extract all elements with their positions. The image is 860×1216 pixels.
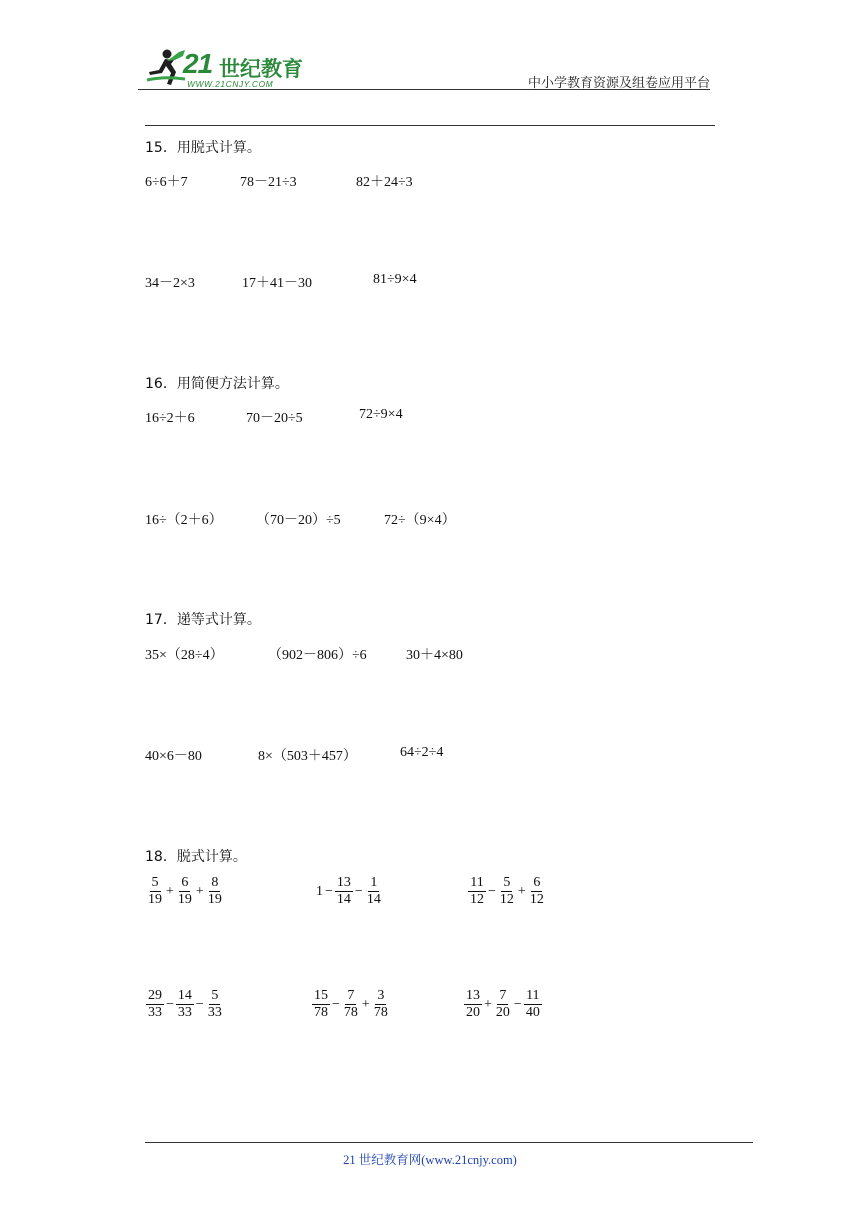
q17-expression: 30＋4×80 [406,648,463,663]
logo-number: 21 [183,48,213,79]
fraction: $\frac{5}{33}$ [207,988,222,1020]
fraction: $\frac{8}{19}$ [207,875,222,907]
footer-link[interactable]: 21 世纪教育网(www.21cnjy.com) [343,1153,517,1167]
q17-expression: 8×（503＋457） [258,749,357,764]
operator: − [325,883,333,899]
q16-expression: 70－20÷5 [246,411,303,426]
header-rule [138,89,710,90]
q15-expression: 81÷9×4 [373,272,417,287]
q15-expression: 82＋24÷3 [356,175,413,190]
fraction: $\frac{1}{14}$ [366,875,381,907]
operator: − [332,996,340,1012]
operator: − [513,996,522,1012]
q18-fraction-expression [311,988,391,1021]
q17-expression: 35×（28÷4） [145,648,224,663]
q18-fraction-expression [145,988,225,1021]
question-15-title: 15．用脱式计算。 [145,140,261,156]
q16-expression: 72÷9×4 [359,407,403,422]
question-17-title: 17．递等式计算。 [145,612,261,628]
q16-expression: （70－20）÷5 [256,513,341,528]
fraction: $\frac{3}{78}$ [373,988,388,1020]
q16-expression: 16÷2＋6 [145,411,195,426]
q18-fraction-expression [463,988,543,1021]
fraction: $\frac{5}{19}$ [148,875,162,907]
q15-expression: 34－2×3 [145,276,195,291]
logo-text: 世纪教育 [219,57,303,81]
q15-expression: 6÷6＋7 [145,175,188,190]
operator: + [517,883,526,899]
fraction: $\frac{13}{14}$ [336,875,351,907]
operator: + [195,883,204,899]
fraction: $\frac{13}{20}$ [466,988,480,1020]
fraction: $\frac{5}{12}$ [499,875,514,907]
fraction: $\frac{7}{78}$ [343,988,358,1020]
platform-title: 中小学教育资源及组卷应用平台 [527,76,710,91]
q16-expression: 72÷（9×4） [384,513,456,528]
operator: + [361,996,370,1012]
fraction: $\frac{11}{12}$ [470,875,484,907]
fraction: $\frac{14}{33}$ [177,988,192,1020]
operator: + [484,996,492,1012]
fraction: $\frac{7}{20}$ [495,988,510,1020]
fraction: $\frac{15}{78}$ [314,988,328,1020]
fraction: $\frac{29}{33}$ [148,988,162,1020]
q15-expression: 78－21÷3 [240,175,297,190]
q16-expression: 16÷（2＋6） [145,513,223,528]
operator: − [166,996,174,1012]
q18-fraction-expression [145,875,225,908]
footer-rule [145,1142,753,1143]
logo-url: WWW.21CNJY.COM [187,79,274,89]
fraction: $\frac{6}{12}$ [529,875,544,907]
question-18-title: 18．脱式计算。 [145,849,247,865]
q15-expression: 17＋41－30 [242,276,312,291]
question-16-title: 16．用简便方法计算。 [145,376,289,392]
q17-expression: （902－806）÷6 [268,648,367,663]
fraction: $\frac{6}{19}$ [177,875,192,907]
top-divider [145,125,715,126]
operator: + [166,883,174,899]
operator: − [488,883,496,899]
q17-expression: 40×6－80 [145,749,202,764]
lead-number: 1 [316,883,323,899]
q17-expression: 64÷2÷4 [400,745,444,760]
operator: − [354,883,363,899]
site-logo [145,46,315,92]
q18-fraction-expression [467,875,547,908]
operator: − [195,996,204,1012]
q18-fraction-expression [315,875,384,908]
fraction: $\frac{11}{40}$ [525,988,540,1020]
